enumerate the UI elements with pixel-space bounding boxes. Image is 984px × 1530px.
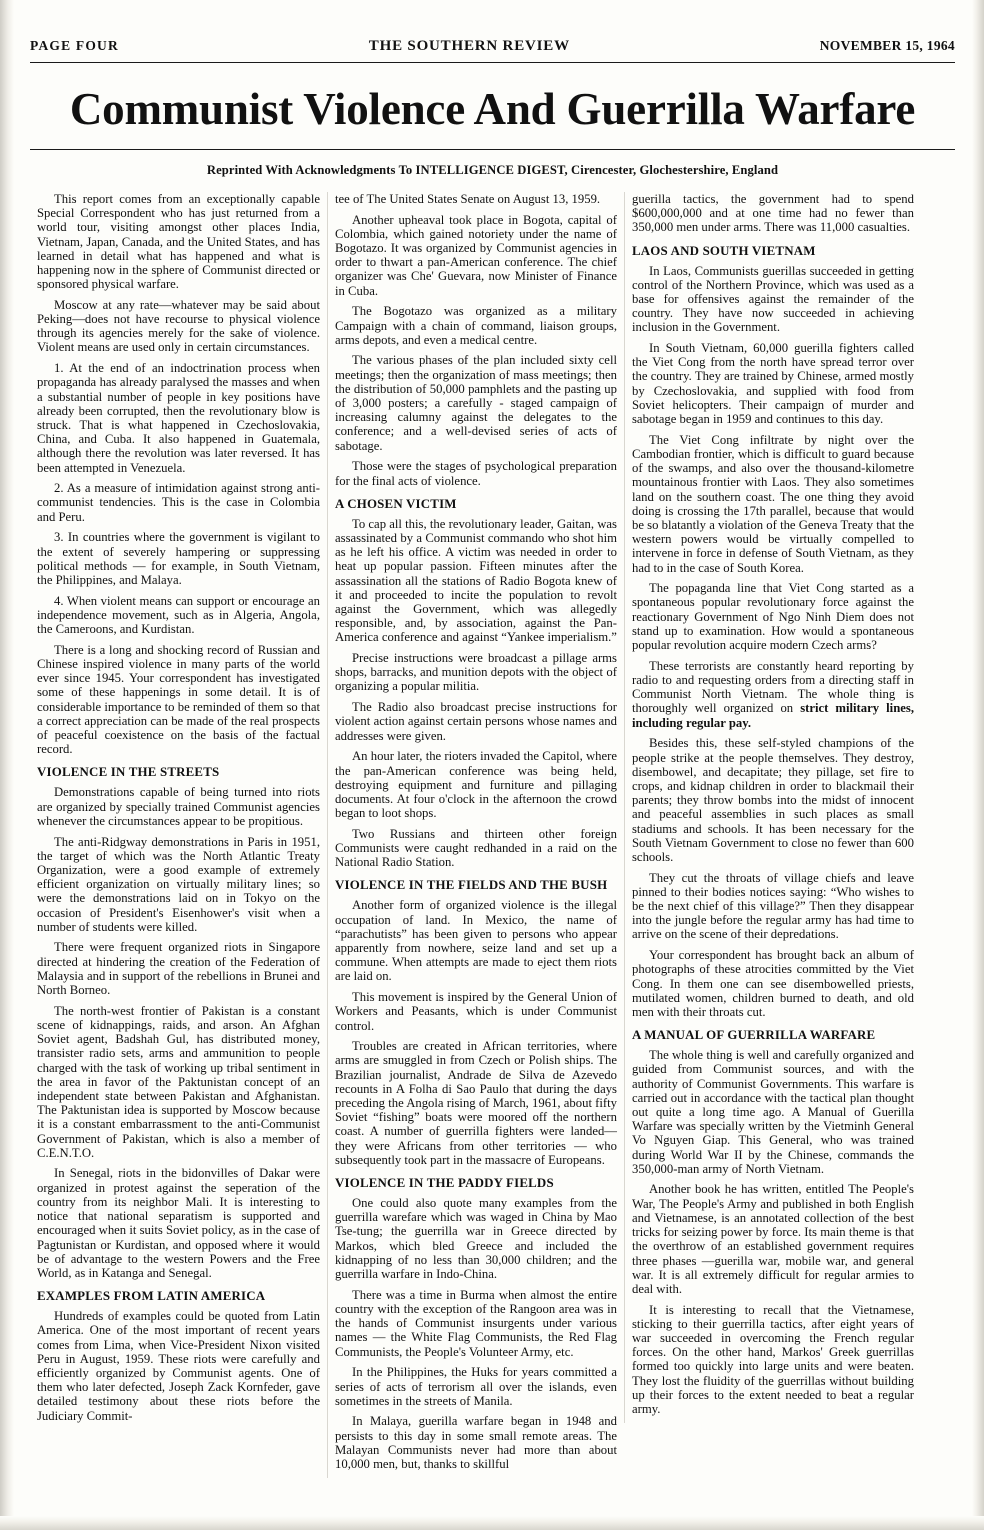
page-content	[30, 38, 955, 1478]
scan-edge-left	[0, 0, 14, 1530]
body-paragraph: Demonstrations capable of being turned into riots are organized by specially trained Communist agencies whenever the circumstances appear to be propitious.	[37, 785, 320, 828]
emphasized-text: strict military lines, including regular pay.	[632, 701, 914, 730]
body-paragraph: An hour later, the rioters invaded the Capitol, where the pan-American conference was being held, destroying equipment and furniture and pillaging documents. At four o'clock in the afternoon the crowd began to loot shops.	[335, 749, 617, 821]
scan-edge-bottom	[0, 1516, 984, 1530]
body-paragraph: The Bogotazo was organized as a military Campaign with a chain of command, liaison groups, arms depots, and even a medical centre.	[335, 304, 617, 347]
masthead-rule	[30, 62, 955, 63]
body-paragraph: One could also quote many examples from the guerrilla warefare which was waged in China by Mao Tse-tung; the guerrilla war in Greece directed by Markos, which bled Greece and included the kidnapping of no less than 30,000 children; and the guerrilla warfare in Indo-China.	[335, 1196, 617, 1282]
body-paragraph: Hundreds of examples could be quoted from Latin America. One of the most important of recent years comes from Lima, when Vice-President Nixon visited Peru in August, 1959. These riots were carefully and efficiently organized by Communist agents. One of them who later defected, Joseph Zack Kornfeder, gave detailed testimony about these riots before the Judiciary Commit-	[37, 1309, 320, 1423]
body-paragraph: It is interesting to recall that the Vietnamese, sticking to their guerrilla tactics, after eight years of war succeeded in overcoming the French regular forces. On the other hand, Markos' Greek guerrillas formed too quickly into large units and were beaten. They lost the fluidity of the guerrillas without building up their forces to the extent needed to beat a regular army.	[632, 1302, 914, 1417]
reprint-credit: Reprinted With Acknowledgments To INTELLIGENCE DIGEST, Cirencester, Glochestershire, England	[206, 162, 779, 177]
body-paragraph: The north-west frontier of Pakistan is a constant scene of kidnappings, raids, and arson. An Afghan Soviet agent, Badshah Gul, has distributed money, transister radio sets, arms and ammunition to people charged with the task of working up tribal sentiment in the area in favor of the Paktunistan concept of an independent state between Pakistan and Afghanistan. The Paktunistan idea is supported by Moscow because it is a constant embarrassment to the anti-Communist Government of Pakistan, which is also a member of C.E.N.T.O.	[37, 1003, 320, 1160]
section-heading: A MANUAL OF GUERRILLA WARFARE	[632, 1028, 876, 1043]
body-paragraph: The various phases of the plan included sixty cell meetings; then the organization of mass meetings; then the distribution of 50,000 pamphlets and the pasting up of 3,000 posters; a carefully - staged campaign of increasing calumny against the delegates to the conference; and a well-devised series of acts of sabotage.	[335, 353, 617, 453]
section-heading: EXAMPLES FROM LATIN AMERICA	[37, 1289, 266, 1304]
body-paragraph: The anti-Ridgway demonstrations in Paris in 1951, the target of which was the North Atlantic Treaty Organization, were a good example of extremely efficient organization on virtually military lines; so were the demonstrations laid on in Tokyo on the occasion of President's Eisenhower's visit when a number of students were killed.	[37, 834, 320, 934]
body-paragraph: This movement is inspired by the General Union of Workers and Peasants, which is under Communist control.	[335, 990, 617, 1033]
body-paragraph: In Laos, Communists guerillas succeeded in getting control of the Northern Province, which was used as a base for offensives against the remainder of the country. They have now succeeded in achieving inclusion in the Government.	[632, 263, 914, 335]
body-paragraph: 1. At the end of an indoctrination process when propaganda has already paralysed the masses and when a substantial number of people in key positions have already been corrupted, then the revolutionary blow is struck. That is what happened in Czechoslovakia, China, and Cuba. It also happened in Guatemala, although there the revolution was later reversed. It has been attempted in Venezuela.	[37, 361, 320, 475]
issue-date: NOVEMBER 15, 1964	[819, 38, 955, 53]
section-heading: A CHOSEN VICTIM	[335, 496, 457, 511]
body-paragraph: In Malaya, guerilla warfare began in 1948 and persists to this day in some small remote areas. The Malayan Communists never had more than about 10,000 men, but, thanks to skillful	[335, 1414, 617, 1472]
page-title: Communist Violence And Guerrilla Warfare	[69, 84, 916, 134]
body-paragraph: Your correspondent has brought back an album of photographs of these atrocities committed by the Viet Cong. In them one can see disembowelled priests, mutilated women, children burned to death, and old men with their throats cut.	[632, 948, 914, 1019]
section-heading: VIOLENCE IN THE STREETS	[37, 765, 220, 780]
body-paragraph: The Radio also broadcast precise instructions for violent action against certain persons whose names and addresses were given.	[335, 700, 617, 743]
scan-edge-right	[972, 0, 984, 1530]
body-paragraph: In South Vietnam, 60,000 guerilla fighters called the Viet Cong from the north have spread terror over the country. They are trained by Chinese, armed mostly by Czechoslovakia, and supplied with food from Soviet helicopters. Their campaign of murder and sabotage began in 1959 and continues to this day.	[632, 341, 914, 427]
body-paragraph: guerilla tactics, the government had to spend $600,000,000 and at one time had no fewer than 350,000 men under arms. There was 11,000 casualties.	[632, 191, 914, 235]
section-heading: VIOLENCE IN THE FIELDS AND THE BUSH	[335, 878, 608, 893]
body-paragraph: Precise instructions were broadcast a pillage arms shops, barracks, and munition depots with the object of organizing a popular militia.	[335, 651, 617, 694]
body-paragraph: There were frequent organized riots in Singapore directed at hindering the creation of the Federation of Malaysia and in support of the rebellions in Brunei and North Borneo.	[37, 940, 320, 998]
masthead	[30, 38, 955, 55]
body-paragraph: To cap all this, the revolutionary leader, Gaitan, was assassinated by a Communist commando who shot him as he left his office. A victim was needed in order to heat up popular passion. Fifteen minutes after the assassination all the stations of Radio Bogota knew of it and proceeded to incite the population to revolt against the Government, which was allegedly responsible, and, by association, against the Pan-America conference and against “Yankee imperialism.”	[335, 516, 617, 645]
body-paragraph: The whole thing is well and carefully organized and guided from Communist sources, and with the authority of Communist Governments. This warfare is carried out in accordance with the tactical plan thought out quite a long time ago. A Manual of Guerilla Warfare was specially written by the Vietminh General Vo Nguyen Giap. This General, who was trained during World War II by the Chinese, commands the 350,000-man army of North Vietnam.	[632, 1048, 914, 1176]
publication-title: THE SOUTHERN REVIEW	[368, 38, 570, 54]
body-paragraph: 3. In countries where the government is vigilant to the extent of severely hampering or suppressing political methods — for example, in South Vietnam, the Philippines, and Malaya.	[37, 530, 320, 587]
body-paragraph: Another form of organized violence is the illegal occupation of land. In Mexico, the name of “parachutists” has been given to persons who appear apparently from nowhere, seize land and set up a commune. When attempts are made to eject them riots are laid on.	[335, 898, 617, 984]
body-paragraph: In the Philippines, the Huks for years committed a series of acts of terrorism all over the islands, even sometimes in the streets of Manila.	[335, 1365, 617, 1408]
body-paragraph: Two Russians and thirteen other foreign Communists were caught redhanded in a raid on the National Radio Station.	[335, 826, 617, 870]
body-paragraph: Moscow at any rate—whatever may be said about Peking—does not have recourse to physical violence through its agencies merely for the sake of violence. Violent means are used only in certain circumstances.	[37, 297, 320, 355]
body-paragraph: Those were the stages of psychological preparation for the final acts of violence.	[335, 459, 617, 488]
column-1	[30, 192, 327, 1429]
body-paragraph: 4. When violent means can support or encourage an independence movement, such as in Algeria, Angola, the Cameroons, and Kurdistan.	[37, 593, 320, 637]
body-paragraph: Another upheaval took place in Bogota, capital of Colombia, which gained notoriety under the name of Bogotazo. It was organized by Communist agencies in order to thwart a pan-American conference. The chief organizer was Che' Guevara, now Minister of Finance in Cuba.	[335, 212, 617, 298]
body-paragraph: Troubles are created in African territories, where arms are smuggled in from Czech or Polish ships. The Brazilian journalist, Andrade de Silva de Azevedo recounts in A Folha di Sao Paulo that during the days preceding the Angola rising of March, 1961, about fifty Soviet “fishing” boats were moored off the northern coast. A number of guerrilla fighters were landed—they were Africans from other territories — who subsequently took part in the massacre of Europeans.	[335, 1039, 617, 1167]
body-paragraph: tee of The United States Senate on August 13, 1959.	[335, 191, 601, 206]
body-paragraph: The Viet Cong infiltrate by night over the Cambodian frontier, which is difficult to guard because of the swamps, and also over the thousand-kilometre mountainous frontier with Laos. They also sometimes land on the southern coast. The one thing they avoid doing is crossing the 17th parallel, because that would be so blatantly a violation of the Geneva Treaty that the western powers would be virtually compelled to intervene in force in defense of South Vietnam, as they had to in the case of South Korea.	[632, 432, 914, 575]
section-heading: LAOS AND SOUTH VIETNAM	[632, 243, 816, 258]
section-heading: VIOLENCE IN THE PADDY FIELDS	[335, 1176, 554, 1191]
body-paragraph: Another book he has written, entitled The People's War, The People's Army and published in both English and Vietnamese, is an annotated collection of the best tricks for seizing power by force. Its main theme is that the overthrow of an established government requires three phases —guerilla war, mobile war, and general war. It is all extremely difficult for regular armies to deal with.	[632, 1182, 914, 1296]
body-paragraph: There is a long and shocking record of Russian and Chinese inspired violence in many parts of the world ever since 1945. Your correspondent has investigated some of these happenings in some detail. It is of considerable importance to be reminded of them so that a correct appreciation can be made of the real prospects of peaceful coexistence on the basis of the factual record.	[37, 642, 320, 757]
body-paragraph: In Senegal, riots in the bidonvilles of Dakar were organized in protest against the seperation of the country from its neighbor Mali. It is interesting to notice that national separatism is supported and encouraged when it suits Soviet policy, as in the case of Pagtunistan or Kurdistan, and opposed where it would be of advantage to the western Powers and the Free World, as in Katanga and Senegal.	[37, 1166, 320, 1280]
body-paragraph: They cut the throats of village chiefs and leave pinned to their bodies notices saying: “Who wishes to be the next chief of this village?” Then they disappear into the jungle before the regular army has had time to arrive on the scene of their depredations.	[632, 870, 914, 942]
page-number-label: PAGE FOUR	[30, 38, 119, 53]
body-paragraph: There was a time in Burma when almost the entire country with the exception of the Rangoon area was in the hands of Communist insurgents under various names — the White Flag Communists, the Red Flag Communists, the People's Volunteer Army, etc.	[335, 1287, 617, 1359]
body-paragraph: This report comes from an exceptionally capable Special Correspondent who has just returned from a world tour, visiting amongst other places India, Vietnam, Japan, Canada, and the United States, and has learned in detail what has happened and what is happening now in the sphere of Communist directed or sponsored physical warfare.	[37, 191, 320, 292]
body-paragraph: Besides this, these self-styled champions of the people strike at the people themselves. They destroy, disembowel, and decapitate; they pillage, set fire to crops, and kidnap children in order to blackmail their parents; they throw bombs into the midst of innocent and peaceful assemblies in such places as small stadiums and schools. It has been necessary for the South Vietnam Government to close no fewer than 600 schools.	[632, 736, 914, 864]
article-columns	[30, 192, 955, 1478]
body-paragraph: These terrorists are constantly heard reporting by radio to and requesting orders from a directing staff in Communist North Vietnam. The whole thing is thoroughly well organized on strict military lines, including regular pay.	[632, 658, 914, 730]
column-3	[624, 192, 921, 1423]
body-paragraph: The popaganda line that Viet Cong started as a spontaneous popular revolutionary force against the reactionary Government of Ngo Ninh Diem does not stand up to examination. How would a spontaneous popular revolution acquire modern Czech arms?	[632, 581, 914, 653]
column-2	[327, 192, 624, 1478]
headline-rule	[30, 149, 955, 150]
body-paragraph: 2. As a measure of intimidation against strong anti-communist tendencies. This is the case in Colombia and Peru.	[37, 481, 320, 524]
